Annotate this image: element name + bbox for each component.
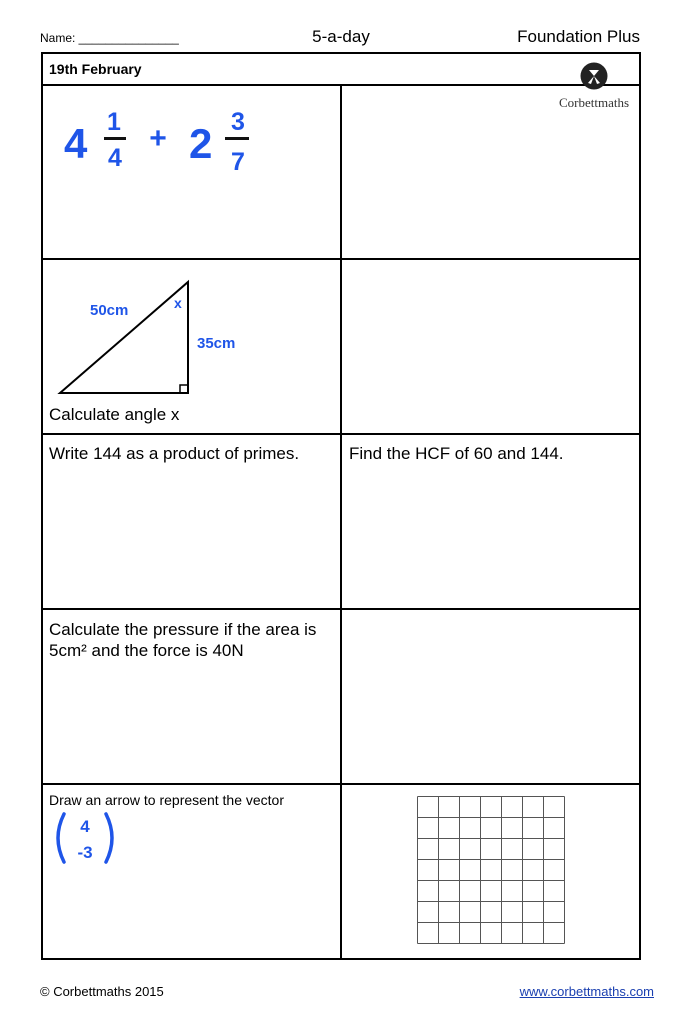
q1-plus-sign: + xyxy=(149,122,167,155)
q5-text-line-2: 5cm² and the force is 40N xyxy=(49,641,244,660)
q6-text: Draw an arrow to represent the vector xyxy=(49,792,284,808)
logo-text: Corbettmaths xyxy=(558,95,630,110)
q6-vector-bottom: -3 xyxy=(77,843,93,862)
column-divider xyxy=(340,84,342,960)
q6-vector-top: 4 xyxy=(80,817,90,836)
date-label: 19th February xyxy=(49,61,142,77)
q1-numerator-1: 1 xyxy=(107,108,121,136)
q2-right-angle-marker xyxy=(180,385,188,393)
corbettmaths-logo-icon xyxy=(578,62,610,90)
row-divider-4 xyxy=(41,783,641,785)
q2-angle-label: x xyxy=(174,295,182,311)
q2-triangle-diagram xyxy=(48,270,258,410)
level-label: Foundation Plus xyxy=(517,27,640,46)
q1-fraction-bar-2 xyxy=(225,137,249,140)
q1-whole-2: 2 xyxy=(189,120,213,167)
row-divider-1 xyxy=(41,258,641,260)
copyright-text: © Corbettmaths 2015 xyxy=(40,984,164,999)
q6-left-bracket xyxy=(58,814,64,862)
q5-text-line-1: Calculate the pressure if the area is xyxy=(49,620,317,639)
worksheet-title: 5-a-day xyxy=(312,27,370,46)
q1-numerator-2: 3 xyxy=(231,108,245,136)
q1-fraction-sum xyxy=(58,100,258,187)
website-link[interactable]: www.corbettmaths.com xyxy=(519,984,654,999)
name-label: Name: _______________ xyxy=(40,31,179,45)
q6-right-bracket xyxy=(106,814,112,862)
row-divider-2 xyxy=(41,433,641,435)
row-divider-3 xyxy=(41,608,641,610)
corbettmaths-logo xyxy=(548,62,640,111)
q2-instruction: Calculate angle x xyxy=(49,405,180,424)
q3-text: Write 144 as a product of primes. xyxy=(49,444,300,463)
q4-text: Find the HCF of 60 and 144. xyxy=(349,444,564,463)
q6-column-vector xyxy=(50,810,120,875)
q1-whole-1: 4 xyxy=(64,120,88,167)
q1-denominator-2: 7 xyxy=(231,148,245,176)
q1-denominator-1: 4 xyxy=(108,144,122,172)
q2-triangle xyxy=(60,282,188,393)
q2-side-label: 35cm xyxy=(197,335,236,352)
q2-hypotenuse-label: 50cm xyxy=(90,302,129,319)
q1-fraction-bar-1 xyxy=(104,137,126,140)
q6-squared-grid[interactable] xyxy=(416,795,566,950)
